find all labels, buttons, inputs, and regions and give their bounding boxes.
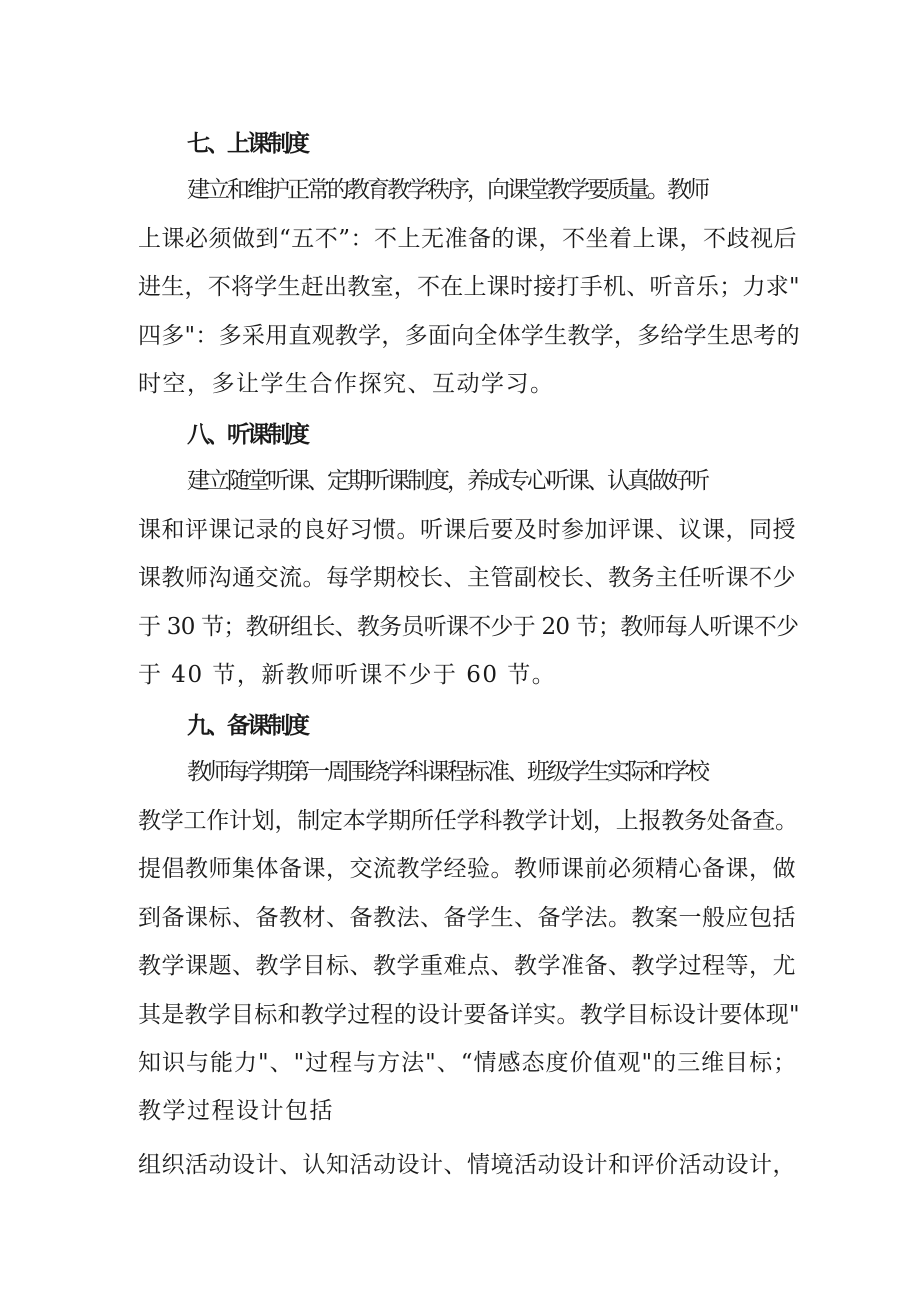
paragraph-line: 其是教学目标和教学过程的设计要备详实。教学目标设计要体现" xyxy=(138,1002,800,1028)
paragraph-line: 课和评课记录的良好习惯。听课后要及时参加评课、议课，同授 xyxy=(138,517,796,543)
paragraph-line: 教学课题、教学目标、教学重难点、教学准备、教学过程等，尤 xyxy=(138,953,796,979)
paragraph-line: 提倡教师集体备课，交流教学经验。教师课前必须精心备课，做 xyxy=(138,856,796,882)
paragraph-line: 到备课标、备教材、备教法、备学生、备学法。教案一般应包括 xyxy=(138,905,796,931)
section-heading: 七、上课制度 xyxy=(187,131,307,157)
section-heading: 九、备课制度 xyxy=(187,713,307,739)
paragraph-line: 建立随堂听课、定期听课制度，养成专心听课、认真做好听 xyxy=(187,468,707,494)
paragraph-line: 知识与能力"、"过程与方法"、“情感态度价值观"的三维目标； xyxy=(138,1050,798,1076)
paragraph-line: 于 40 节，新教师听课不少于 60 节。 xyxy=(138,662,557,688)
paragraph-line: 进生，不将学生赶出教室，不在上课时接打手机、听音乐；力求" xyxy=(138,274,800,300)
paragraph-line: 四多"：多采用直观教学，多面向全体学生教学，多给学生思考的 xyxy=(138,323,800,349)
paragraph-line: 上课必须做到“五不”：不上无准备的课，不坐着上课，不歧视后 xyxy=(138,226,798,252)
paragraph-line: 建立和维护正常的教育教学秩序，向课堂教学要质量。教师 xyxy=(187,177,707,203)
paragraph-line: 于 30 节；教研组长、教务员听课不少于 20 节；教师每人听课不少 xyxy=(138,614,799,640)
paragraph-line: 时空，多让学生合作探究、互动学习。 xyxy=(138,371,555,397)
paragraph-line: 组织活动设计、认知活动设计、情境活动设计和评价活动设计， xyxy=(138,1152,796,1178)
section-heading: 八、听课制度 xyxy=(187,422,307,448)
paragraph-line: 课教师沟通交流。每学期校长、主管副校长、教务主任听课不少 xyxy=(138,565,796,591)
paragraph-line: 教学过程设计包括 xyxy=(138,1098,334,1124)
paragraph-line: 教师每学期第一周围绕学科课程标准、班级学生实际和学校 xyxy=(187,759,707,785)
paragraph-line: 教学工作计划，制定本学期所任学科教学计划，上报教务处备查。 xyxy=(138,808,798,834)
